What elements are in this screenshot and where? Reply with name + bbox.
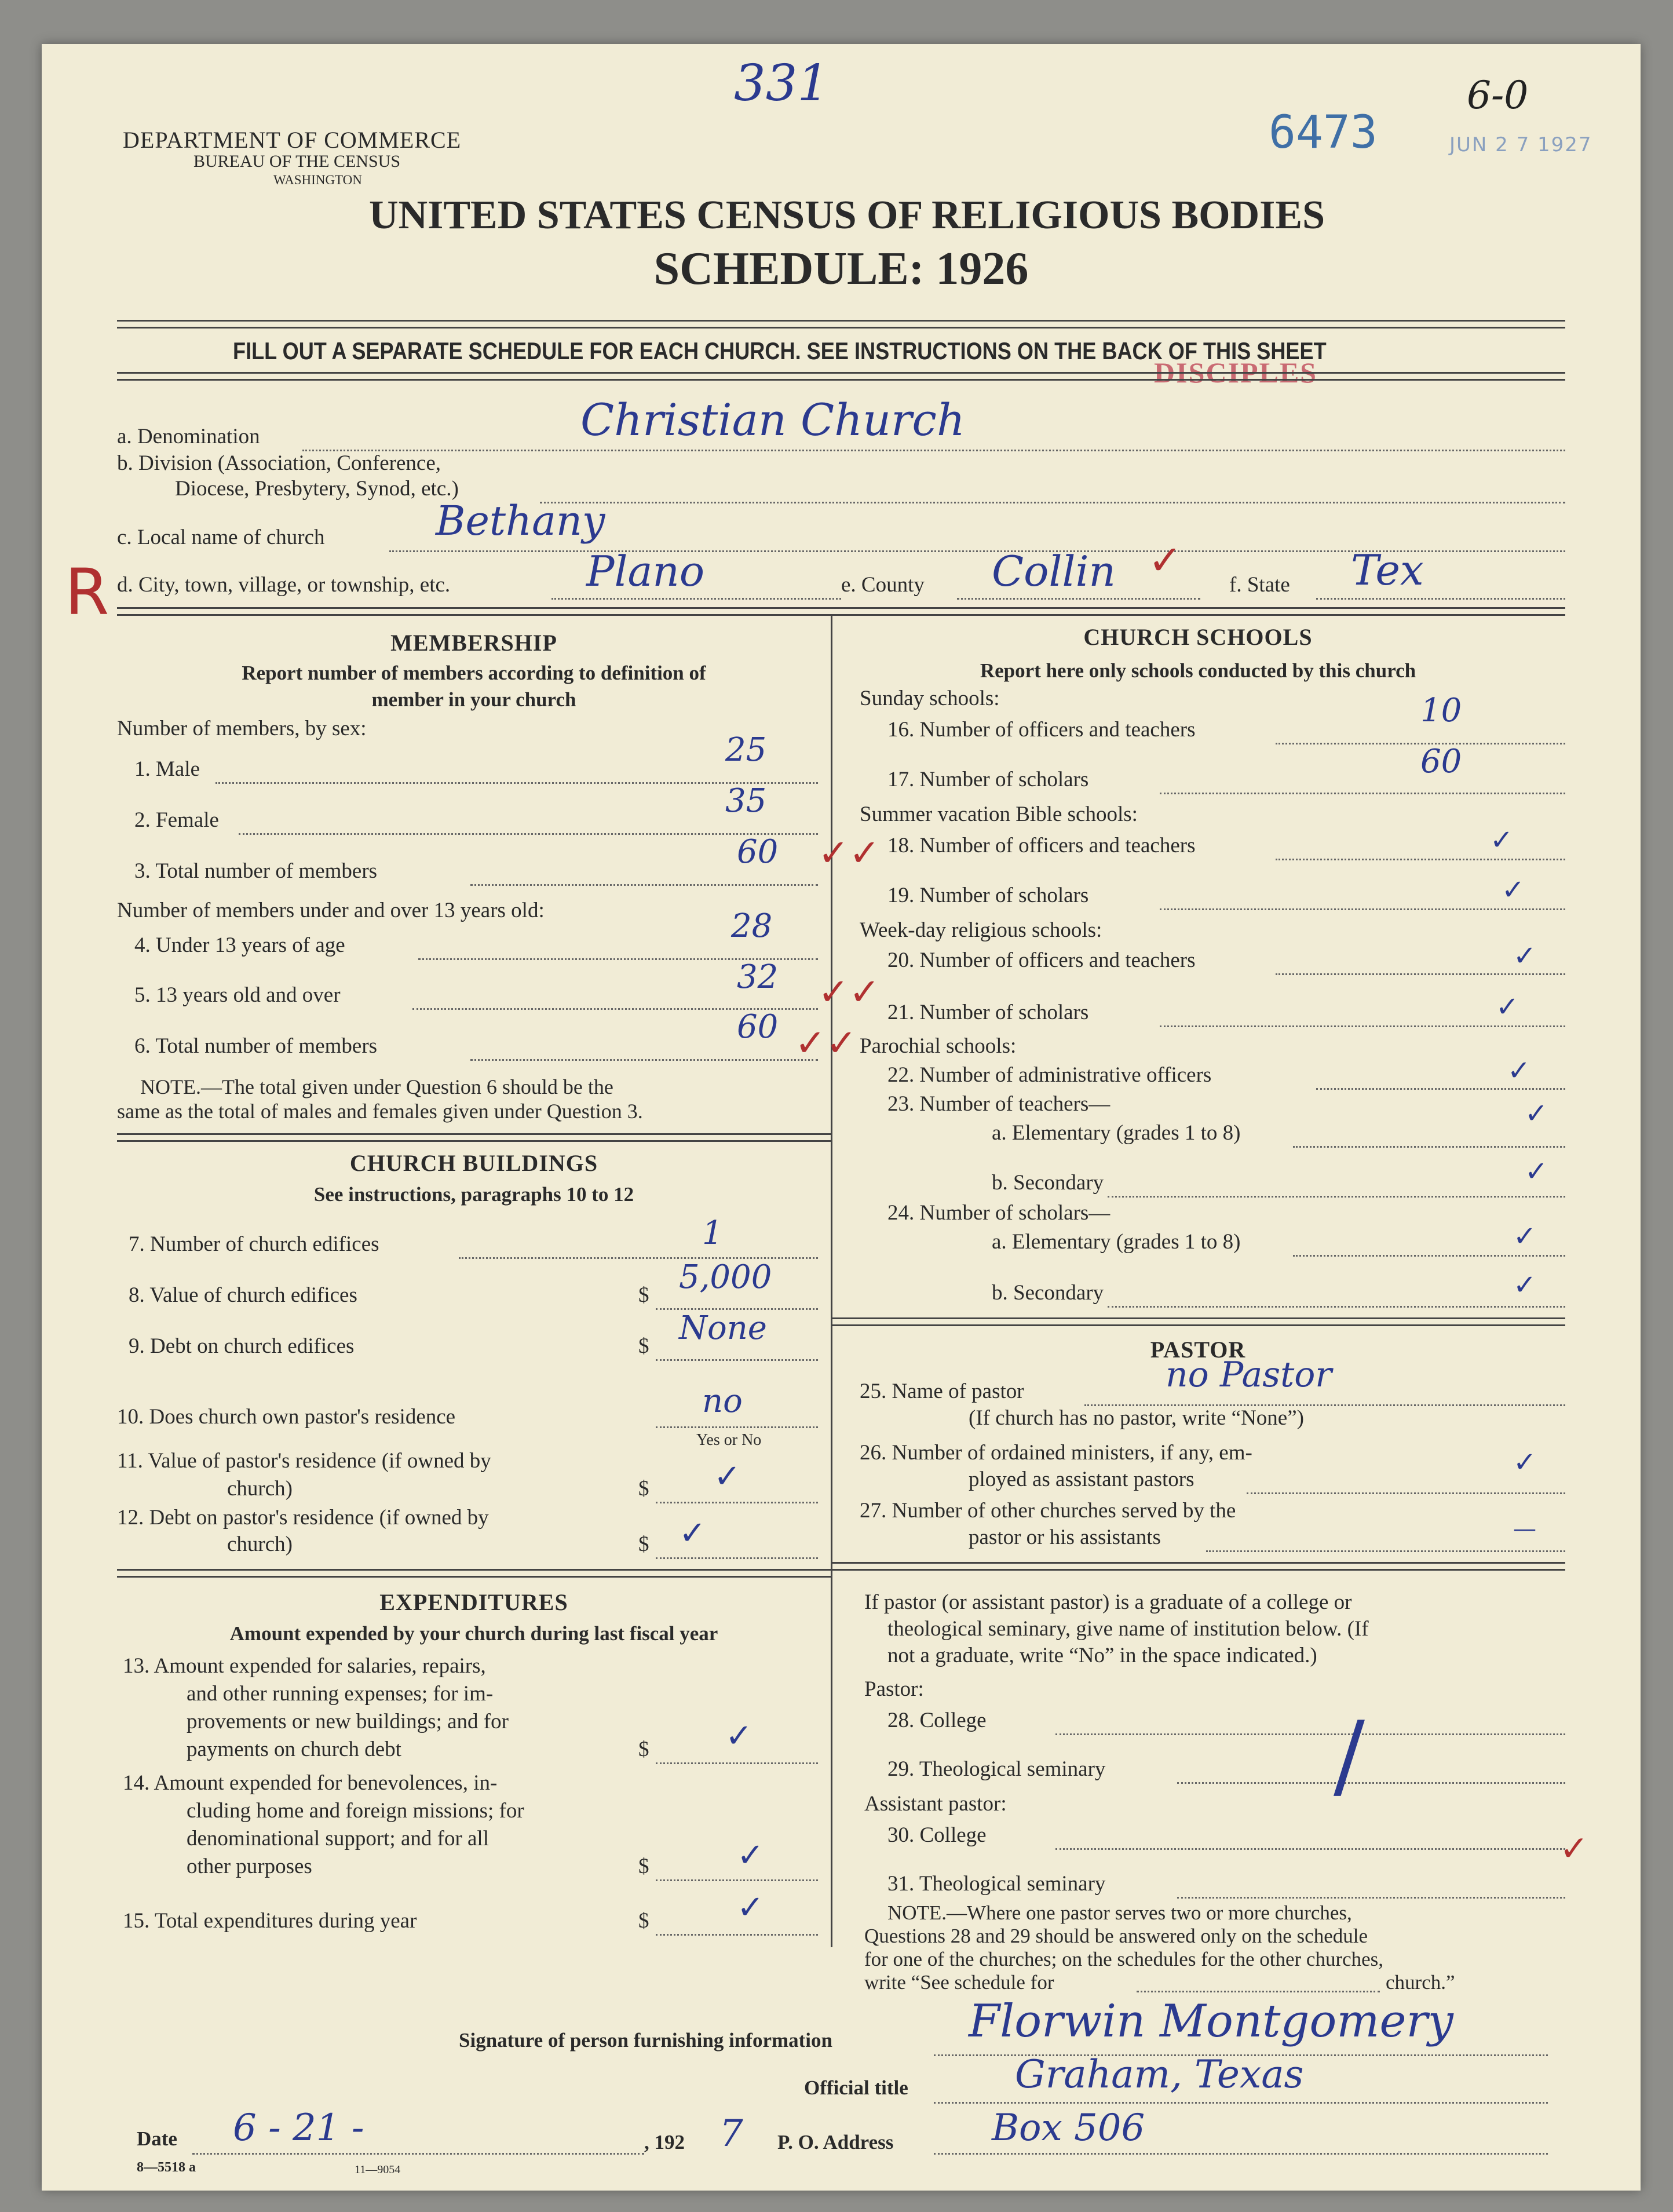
- assistant-pastors-field[interactable]: [1247, 1492, 1565, 1494]
- check-mark-icon: ✓✓: [818, 971, 881, 1014]
- summer-scholars-label: 19. Number of scholars: [887, 884, 1089, 907]
- instruction-rule: [117, 372, 1565, 381]
- under-13-field[interactable]: 28: [731, 907, 773, 945]
- print-number: 11—9054: [355, 2163, 401, 2176]
- other-churches-label: 27. Number of other churches served by the: [860, 1499, 1236, 1523]
- owns-residence-field[interactable]: no: [702, 1382, 743, 1420]
- local-name-field[interactable]: Bethany: [436, 497, 605, 545]
- pastor-seminary-label: 29. Theological seminary: [887, 1757, 1106, 1781]
- benevolences-label: 14. Amount expended for benevolences, in-: [123, 1771, 498, 1795]
- members-by-sex-label: Number of members, by sex:: [117, 717, 367, 740]
- year-field[interactable]: 7: [719, 2112, 743, 2155]
- pastor-note-3: for one of the churches; on the schedules for the other churches,: [864, 1948, 1384, 1970]
- disciples-stamp: DISCIPLES: [1154, 356, 1317, 389]
- sunday-officers-field[interactable]: 10: [1420, 692, 1462, 729]
- schedule-title: SCHEDULE: 1926: [653, 243, 1029, 294]
- check-mark-icon: ✓: [679, 1514, 706, 1552]
- check-mark-icon: ✓: [1559, 1828, 1589, 1869]
- state-field[interactable]: Tex: [1351, 546, 1424, 594]
- running-expenses-label: 13. Amount expended for salaries, repairs,: [123, 1654, 486, 1678]
- summer-schools-label: Summer vacation Bible schools:: [860, 802, 1138, 826]
- form-number: 8—5518 a: [137, 2160, 196, 2175]
- female-label: 2. Female: [134, 808, 219, 832]
- membership-heading: MEMBERSHIP: [390, 630, 557, 656]
- pastor-sub-label: Pastor:: [864, 1677, 924, 1701]
- check-mark-icon: ✓: [1525, 1097, 1548, 1130]
- assistant-seminary-label: 31. Theological seminary: [887, 1872, 1106, 1896]
- residence-debt-label: 12. Debt on pastor's residence (if owned by: [117, 1506, 489, 1530]
- teachers-secondary-field[interactable]: [1108, 1196, 1565, 1198]
- membership-note-2: same as the total of males and females given under Question 3.: [117, 1100, 643, 1123]
- check-mark-icon: ✓: [1525, 1155, 1548, 1188]
- local-name-label: c. Local name of church: [117, 525, 325, 549]
- admin-officers-label: 22. Number of administrative officers: [887, 1063, 1212, 1087]
- signature-label: Signature of person furnishing information: [459, 2029, 832, 2052]
- yes-or-no-hint: Yes or No: [696, 1431, 762, 1449]
- assistant-college-field[interactable]: [1055, 1848, 1565, 1850]
- check-mark-icon: ✓: [737, 1837, 764, 1874]
- city-label: d. City, town, village, or township, etc.: [117, 573, 451, 597]
- admin-officers-field[interactable]: [1316, 1088, 1565, 1090]
- teachers-label: 23. Number of teachers—: [887, 1092, 1111, 1116]
- edifices-count-label: 7. Number of church edifices: [129, 1232, 379, 1256]
- 13-and-over-label: 5. 13 years old and over: [134, 983, 341, 1007]
- graduate-instruction-2: theological seminary, give name of institution below. (If: [887, 1617, 1369, 1641]
- denomination-field[interactable]: Christian Church: [580, 394, 965, 446]
- division-label: b. Division (Association, Conference,: [117, 451, 441, 475]
- teachers-elementary-field[interactable]: [1293, 1146, 1565, 1148]
- scholars-secondary-field[interactable]: [1108, 1306, 1565, 1308]
- assistant-pastor-sub-label: Assistant pastor:: [864, 1792, 1007, 1816]
- sunday-officers-label: 16. Number of officers and teachers: [887, 718, 1196, 742]
- po-address-field[interactable]: Box 506: [992, 2107, 1145, 2149]
- margin-mark: R: [65, 555, 109, 629]
- residence-value-label: 11. Value of pastor's residence (if owned by: [117, 1449, 491, 1473]
- signature-field[interactable]: Florwin Montgomery: [969, 1995, 1453, 2047]
- pastor-heading: PASTOR: [1150, 1337, 1246, 1363]
- edifices-value-label: 8. Value of church edifices: [129, 1283, 357, 1307]
- buildings-sub: See instructions, paragraphs 10 to 12: [313, 1183, 634, 1206]
- pastor-seminary-field[interactable]: [1177, 1782, 1565, 1784]
- check-mark-icon: ✓: [1496, 991, 1519, 1023]
- edifices-debt-field[interactable]: None: [679, 1309, 767, 1347]
- membership-sub-2: member in your church: [371, 688, 576, 711]
- check-mark-icon: ✓: [725, 1717, 753, 1755]
- header-rule: [117, 320, 1565, 328]
- bureau-name: BUREAU OF THE CENSUS: [193, 152, 400, 171]
- schools-sub: Report here only schools conducted by this church: [980, 659, 1416, 682]
- state-line: [1316, 598, 1565, 600]
- male-field[interactable]: 25: [725, 731, 767, 769]
- denomination-label: a. Denomination: [117, 425, 260, 448]
- county-line: [957, 598, 1200, 600]
- 13-and-over-field[interactable]: 32: [737, 958, 779, 996]
- county-field[interactable]: Collin: [992, 547, 1116, 596]
- expenditures-heading: EXPENDITURES: [379, 1589, 568, 1615]
- check-mark-icon: ✓: [1513, 1269, 1537, 1301]
- pastor-name-label: 25. Name of pastor: [860, 1379, 1024, 1403]
- residence-value-field[interactable]: [656, 1502, 818, 1503]
- sunday-schools-label: Sunday schools:: [860, 687, 1000, 710]
- assistant-pastors-label: 26. Number of ordained ministers, if any, em-: [860, 1441, 1252, 1465]
- under-13-label: 4. Under 13 years of age: [134, 933, 345, 957]
- check-mark-icon: ✓: [1513, 1446, 1537, 1479]
- date-received-stamp: JUN 2 7 1927: [1449, 133, 1592, 156]
- city-line: [551, 598, 841, 600]
- summer-officers-label: 18. Number of officers and teachers: [887, 834, 1196, 857]
- female-field[interactable]: 35: [725, 782, 767, 820]
- check-mark-icon: ✓✓: [818, 832, 881, 875]
- county-label: e. County: [841, 573, 925, 597]
- benevolences-field[interactable]: [656, 1879, 818, 1881]
- male-label: 1. Male: [134, 757, 200, 781]
- church-buildings-heading: CHURCH BUILDINGS: [349, 1150, 598, 1176]
- division-line: [540, 502, 1565, 503]
- residence-debt-field[interactable]: [656, 1557, 818, 1559]
- total-members-field[interactable]: 60: [737, 833, 779, 871]
- weekday-scholars-field[interactable]: [1160, 1025, 1565, 1027]
- slash-mark: /: [1334, 1701, 1365, 1809]
- total-members-label: 3. Total number of members: [134, 859, 378, 883]
- check-mark-icon: ✓: [1507, 1054, 1531, 1087]
- scholars-elementary-field[interactable]: [1293, 1255, 1565, 1257]
- teachers-elementary-label: a. Elementary (grades 1 to 8): [992, 1121, 1241, 1145]
- graduate-instruction-3: not a graduate, write “No” in the space indicated.): [887, 1644, 1317, 1667]
- pastor-note-4: write “See schedule for: [864, 1971, 1054, 1994]
- membership-note-1: NOTE.—The total given under Question 6 should be the: [140, 1075, 613, 1098]
- other-churches-field[interactable]: [1206, 1550, 1565, 1552]
- pastor-name-field[interactable]: no Pastor: [1166, 1355, 1332, 1395]
- edifices-count-field[interactable]: 1: [702, 1214, 723, 1252]
- check-mark-icon: ✓: [1502, 874, 1525, 906]
- graduate-instruction-1: If pastor (or assistant pastor) is a graduate of a college or: [864, 1590, 1352, 1614]
- check-mark-icon: ✓: [714, 1458, 741, 1495]
- check-mark-icon: ✓: [737, 1889, 764, 1926]
- city-field[interactable]: Plano: [586, 547, 705, 596]
- date-label: Date: [137, 2127, 177, 2150]
- under-over-label: Number of members under and over 13 years old:: [117, 899, 545, 922]
- weekday-officers-field[interactable]: [1276, 973, 1565, 975]
- pastor-college-label: 28. College: [887, 1709, 987, 1732]
- edifices-value-field[interactable]: 5,000: [679, 1258, 772, 1296]
- department-name: DEPARTMENT OF COMMERCE: [123, 127, 462, 153]
- denomination-line: [302, 450, 1565, 451]
- weekday-schools-label: Week-day religious schools:: [860, 918, 1102, 942]
- membership-sub-1: Report number of members according to definition of: [242, 662, 706, 684]
- owns-residence-label: 10. Does church own pastor's residence: [117, 1405, 456, 1429]
- total-members-6-field[interactable]: 60: [737, 1008, 779, 1046]
- pastor-note-2: Questions 28 and 29 should be answered only on the schedule: [864, 1925, 1368, 1947]
- check-mark-icon: ✓: [1490, 824, 1514, 856]
- weekday-officers-label: 20. Number of officers and teachers: [887, 948, 1196, 972]
- edifices-debt-label: 9. Debt on church edifices: [129, 1334, 355, 1358]
- scholars-elementary-label: a. Elementary (grades 1 to 8): [992, 1230, 1241, 1254]
- summer-scholars-field[interactable]: [1160, 908, 1565, 910]
- fields-rule: [117, 607, 1565, 616]
- check-mark-icon: ✓: [1513, 1220, 1537, 1253]
- running-expenses-field[interactable]: [656, 1762, 818, 1764]
- sunday-scholars-label: 17. Number of scholars: [887, 768, 1089, 791]
- dash-mark: —: [1513, 1516, 1536, 1542]
- state-label: f. State: [1229, 573, 1290, 597]
- serial-number-stamp: 6473: [1269, 107, 1378, 159]
- assistant-college-label: 30. College: [887, 1823, 987, 1847]
- total-expenditures-field[interactable]: [656, 1934, 818, 1936]
- total-members-6-label: 6. Total number of members: [134, 1034, 378, 1058]
- form-title: UNITED STATES CENSUS OF RELIGIOUS BODIES: [368, 193, 1325, 238]
- check-mark-icon: ✓✓: [795, 1022, 857, 1065]
- summer-officers-field[interactable]: [1276, 859, 1565, 860]
- official-title-field[interactable]: Graham, Texas: [1015, 2052, 1304, 2097]
- pastor-college-field[interactable]: [1055, 1733, 1565, 1735]
- census-schedule-sheet: 331 6473 6-0 JUN 2 7 1927 DEPARTMENT OF COMMERCE BUREAU OF THE CENSUS WASHINGTON UNITED STATES CENSUS OF RELIGIOUS BODIES SCHEDULE: 1926 FILL OUT A SEPARATE SCHEDULE FOR EACH CHURCH. SEE INSTRUCTIONS ON THE BACK OF THIS SHEET DISCIPLES a. Denomination Christian Church b. Division (Association, Conference, Diocese, Presbytery, Synod, etc.) c. Local name of church Bethany R d. City, town, village, or township, etc. Plano e. County Collin ✓ f. State Tex MEMBERSHIP Report number of members according to definition of member in your church Number of members, by sex: 1. Male 25 2. Female 35 3. Total number of members 60 ✓✓ Number of members under and over 13 years old: 4. Under 13 years of age 28 5. 13 years old and over 32 ✓✓ 6. Total number of members 60 ✓✓ NOTE.—The total given under Question 6 should be the same as the total of males and females given under Question 3. CHURCH BUILDINGS See instructions, paragraphs 10 to 12 7. Number of church edifices 1 8. Value of church edifices $ 5,000 9. Debt on church edifices $ None 10. Does church own pastor's residence no Yes or No 11. Value of pastor's residence (if owned by church) $ ✓ 12. Debt on pastor's residence (if owned by church) $ ✓ EXPENDITURES Amount expended by your church during last fiscal year 13. Amount expended for salaries, repairs, and other running expenses; for im- provements or new buildings; and for payments on church debt $ ✓ 14. Amount expended for benevolences, in- cluding home and foreign missions; for denominational support; and for all other purposes $ ✓ 15. Total expenditures during year $ ✓ CHURCH SCHOOLS Report here only schools conducted by this church Sunday schools: 16. Number of officers and teachers 10 17. Number of scholars 60 Summer vacation Bible schools: 18. Number of officers and teachers ✓ 19. Number of scholars ✓ Week-day religious schools: 20. Number of officers and teachers ✓ 21. Number of scholars ✓ Parochial schools: 22. Number of administrative officers ✓ 23. Number of teachers— a. Elementary (grades 1 to 8) ✓ b. Secondary ✓ 24. Number of scholars— a. Elementary (grades 1 to 8) ✓ b. Secondary ✓ PASTOR 25. Name of pastor no Pastor (If church has no pastor, write “None”) 26. Number of ordained ministers, if any, em- ployed as assistant pastors ✓ 27. Number of other churches served by the pastor or his assistants — If pastor (or assistant pastor) is a graduate of a college or theological seminary, give name of institution below. (If not a graduate, write “No” in the space indicated.) Pastor: 28. College 29. Theological seminary / Assistant pastor: 30. College 31. Theological seminary ✓ NOTE.—Where one pastor serves two or more churches, Questions 28 and 29 should be answered only on the schedule for one of the churches; on the schedules for the other churches, write “See schedule for church.” Signature of person furnishing information Florwin Montgomery Official title Graham, Texas Date 6 - 21 - , 192 7 P. O. Address Box 506 8—5518 a 11—9054: [42, 44, 1641, 2191]
- division-label-2: Diocese, Presbytery, Synod, etc.): [175, 477, 459, 501]
- scholars-secondary-label: b. Secondary: [992, 1281, 1104, 1305]
- po-address-label: P. O. Address: [777, 2131, 894, 2153]
- handwritten-code: 6-0: [1467, 73, 1529, 118]
- parochial-schools-label: Parochial schools:: [860, 1034, 1017, 1058]
- pastor-name-note: (If church has no pastor, write “None”): [969, 1406, 1304, 1430]
- expenditures-sub: Amount expended by your church during last fiscal year: [229, 1622, 718, 1645]
- check-mark-icon: ✓: [1148, 536, 1182, 584]
- separate-schedule-instruction: FILL OUT A SEPARATE SCHEDULE FOR EACH CHURCH. SEE INSTRUCTIONS ON THE BACK OF THIS SHEET: [233, 337, 1327, 364]
- assistant-seminary-field[interactable]: [1177, 1897, 1565, 1899]
- handwritten-number: 331: [734, 54, 830, 112]
- official-title-label: Official title: [804, 2076, 908, 2099]
- check-mark-icon: ✓: [1513, 940, 1537, 972]
- city-name: WASHINGTON: [273, 173, 362, 187]
- sunday-scholars-field[interactable]: 60: [1420, 743, 1462, 780]
- scholars-label: 24. Number of scholars—: [887, 1201, 1111, 1225]
- date-field[interactable]: 6 - 21 -: [233, 2107, 364, 2149]
- pastor-note-1: NOTE.—Where one pastor serves two or more churches,: [887, 1901, 1352, 1924]
- teachers-secondary-label: b. Secondary: [992, 1171, 1104, 1195]
- church-schools-heading: CHURCH SCHOOLS: [1083, 624, 1313, 650]
- weekday-scholars-label: 21. Number of scholars: [887, 1001, 1089, 1024]
- total-expenditures-label: 15. Total expenditures during year: [123, 1909, 417, 1933]
- column-divider: [831, 615, 832, 1947]
